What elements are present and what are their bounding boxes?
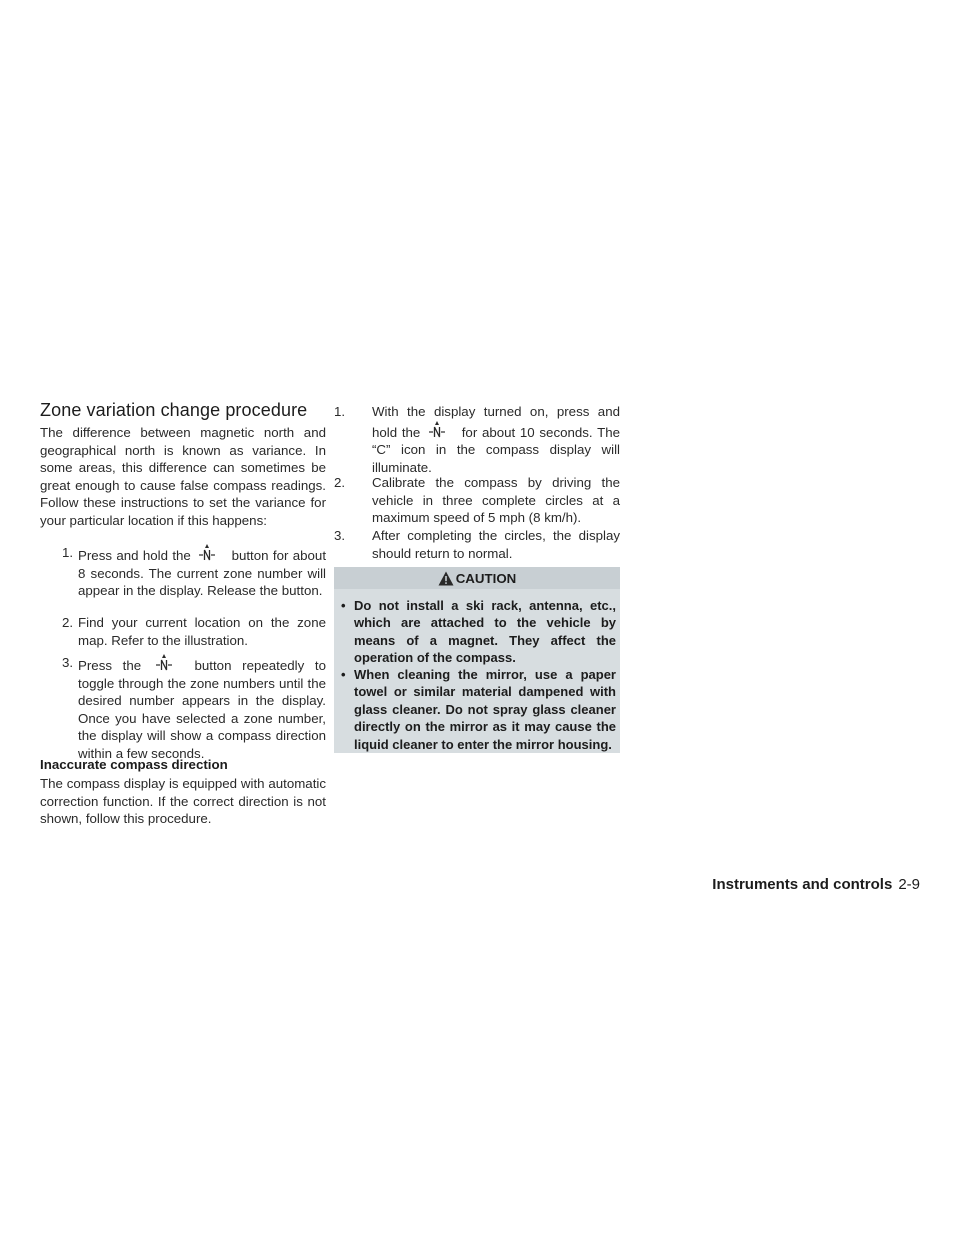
step-number: 3.: [334, 528, 346, 543]
caution-title: CAUTION: [455, 570, 517, 586]
step-number: 1.: [334, 404, 346, 419]
caution-item-text: Do not install a ski rack, antenna, etc., which are attached to the vehicle by means of a magnet. They affect the operation of the compass.: [354, 598, 616, 666]
zone-step-2: [40, 614, 326, 649]
calibration-step-3: [334, 527, 620, 562]
calibration-step-1: [334, 403, 620, 476]
intro-paragraph: The difference between magnetic north and geographical north is known as variance. In some areas, this difference can sometimes be great enough to cause false compass readings. Follow these instructions to set the variance for your particular location if this happens:: [40, 425, 326, 528]
page-number: 2-9: [898, 876, 920, 893]
caution-item-2: [334, 666, 620, 753]
subheading: Inaccurate compass direction: [40, 757, 228, 772]
inaccurate-paragraph: The compass display is equipped with automatic correction function. If the correct direction is not shown, follow this procedure.: [40, 776, 326, 827]
step-text-after: for about 10 seconds. The “C” icon in the compass display will illuminate.: [372, 424, 620, 475]
step-number: 2.: [62, 615, 74, 630]
step-text-after: button repeatedly to toggle through the zone numbers until the desired number appears in the display. Once you have selected a zone number, the display will show a compass direction within a few seconds.: [78, 658, 326, 761]
zone-step-3: [40, 654, 326, 763]
page-footer: [712, 876, 920, 893]
step-text-before: Press the: [78, 658, 142, 673]
compass-n-icon: [427, 421, 447, 439]
calibration-step-2: [334, 474, 620, 527]
step-text: Calibrate the compass by driving the vehicle in three complete circles at a maximum speed of 5 mph (8 km/h).: [372, 475, 620, 526]
warning-triangle-icon: [438, 571, 454, 586]
step-text-before: With the display turned on, press and hold the: [372, 404, 620, 440]
step-text-after: button for about 8 seconds. The current zone number will appear in the display. Release the button.: [78, 548, 327, 599]
zone-step-1: [40, 544, 326, 600]
bullet-dot: •: [341, 667, 346, 682]
step-text-before: Press and hold the: [78, 548, 191, 563]
bullet-dot: •: [341, 598, 346, 613]
compass-n-icon: [154, 654, 174, 672]
section-heading: Zone variation change procedure: [40, 400, 308, 420]
caution-item-1: [334, 597, 620, 667]
step-text: After completing the circles, the display should return to normal.: [372, 528, 620, 561]
compass-n-icon: [197, 544, 217, 562]
step-number: 3.: [62, 655, 74, 670]
caution-box: [334, 567, 620, 753]
step-number: 2.: [334, 475, 346, 490]
footer-section-title: Instruments and controls: [712, 876, 893, 893]
step-number: 1.: [62, 545, 74, 560]
caution-header: [334, 567, 620, 589]
caution-item-text: When cleaning the mirror, use a paper towel or similar material dampened with glass cleaner. Do not spray glass cleaner directly on the mirror as it may cause the liquid cleaner to enter the mirror housing.: [354, 667, 616, 752]
step-text: Find your current location on the zone map. Refer to the illustration.: [78, 615, 326, 648]
